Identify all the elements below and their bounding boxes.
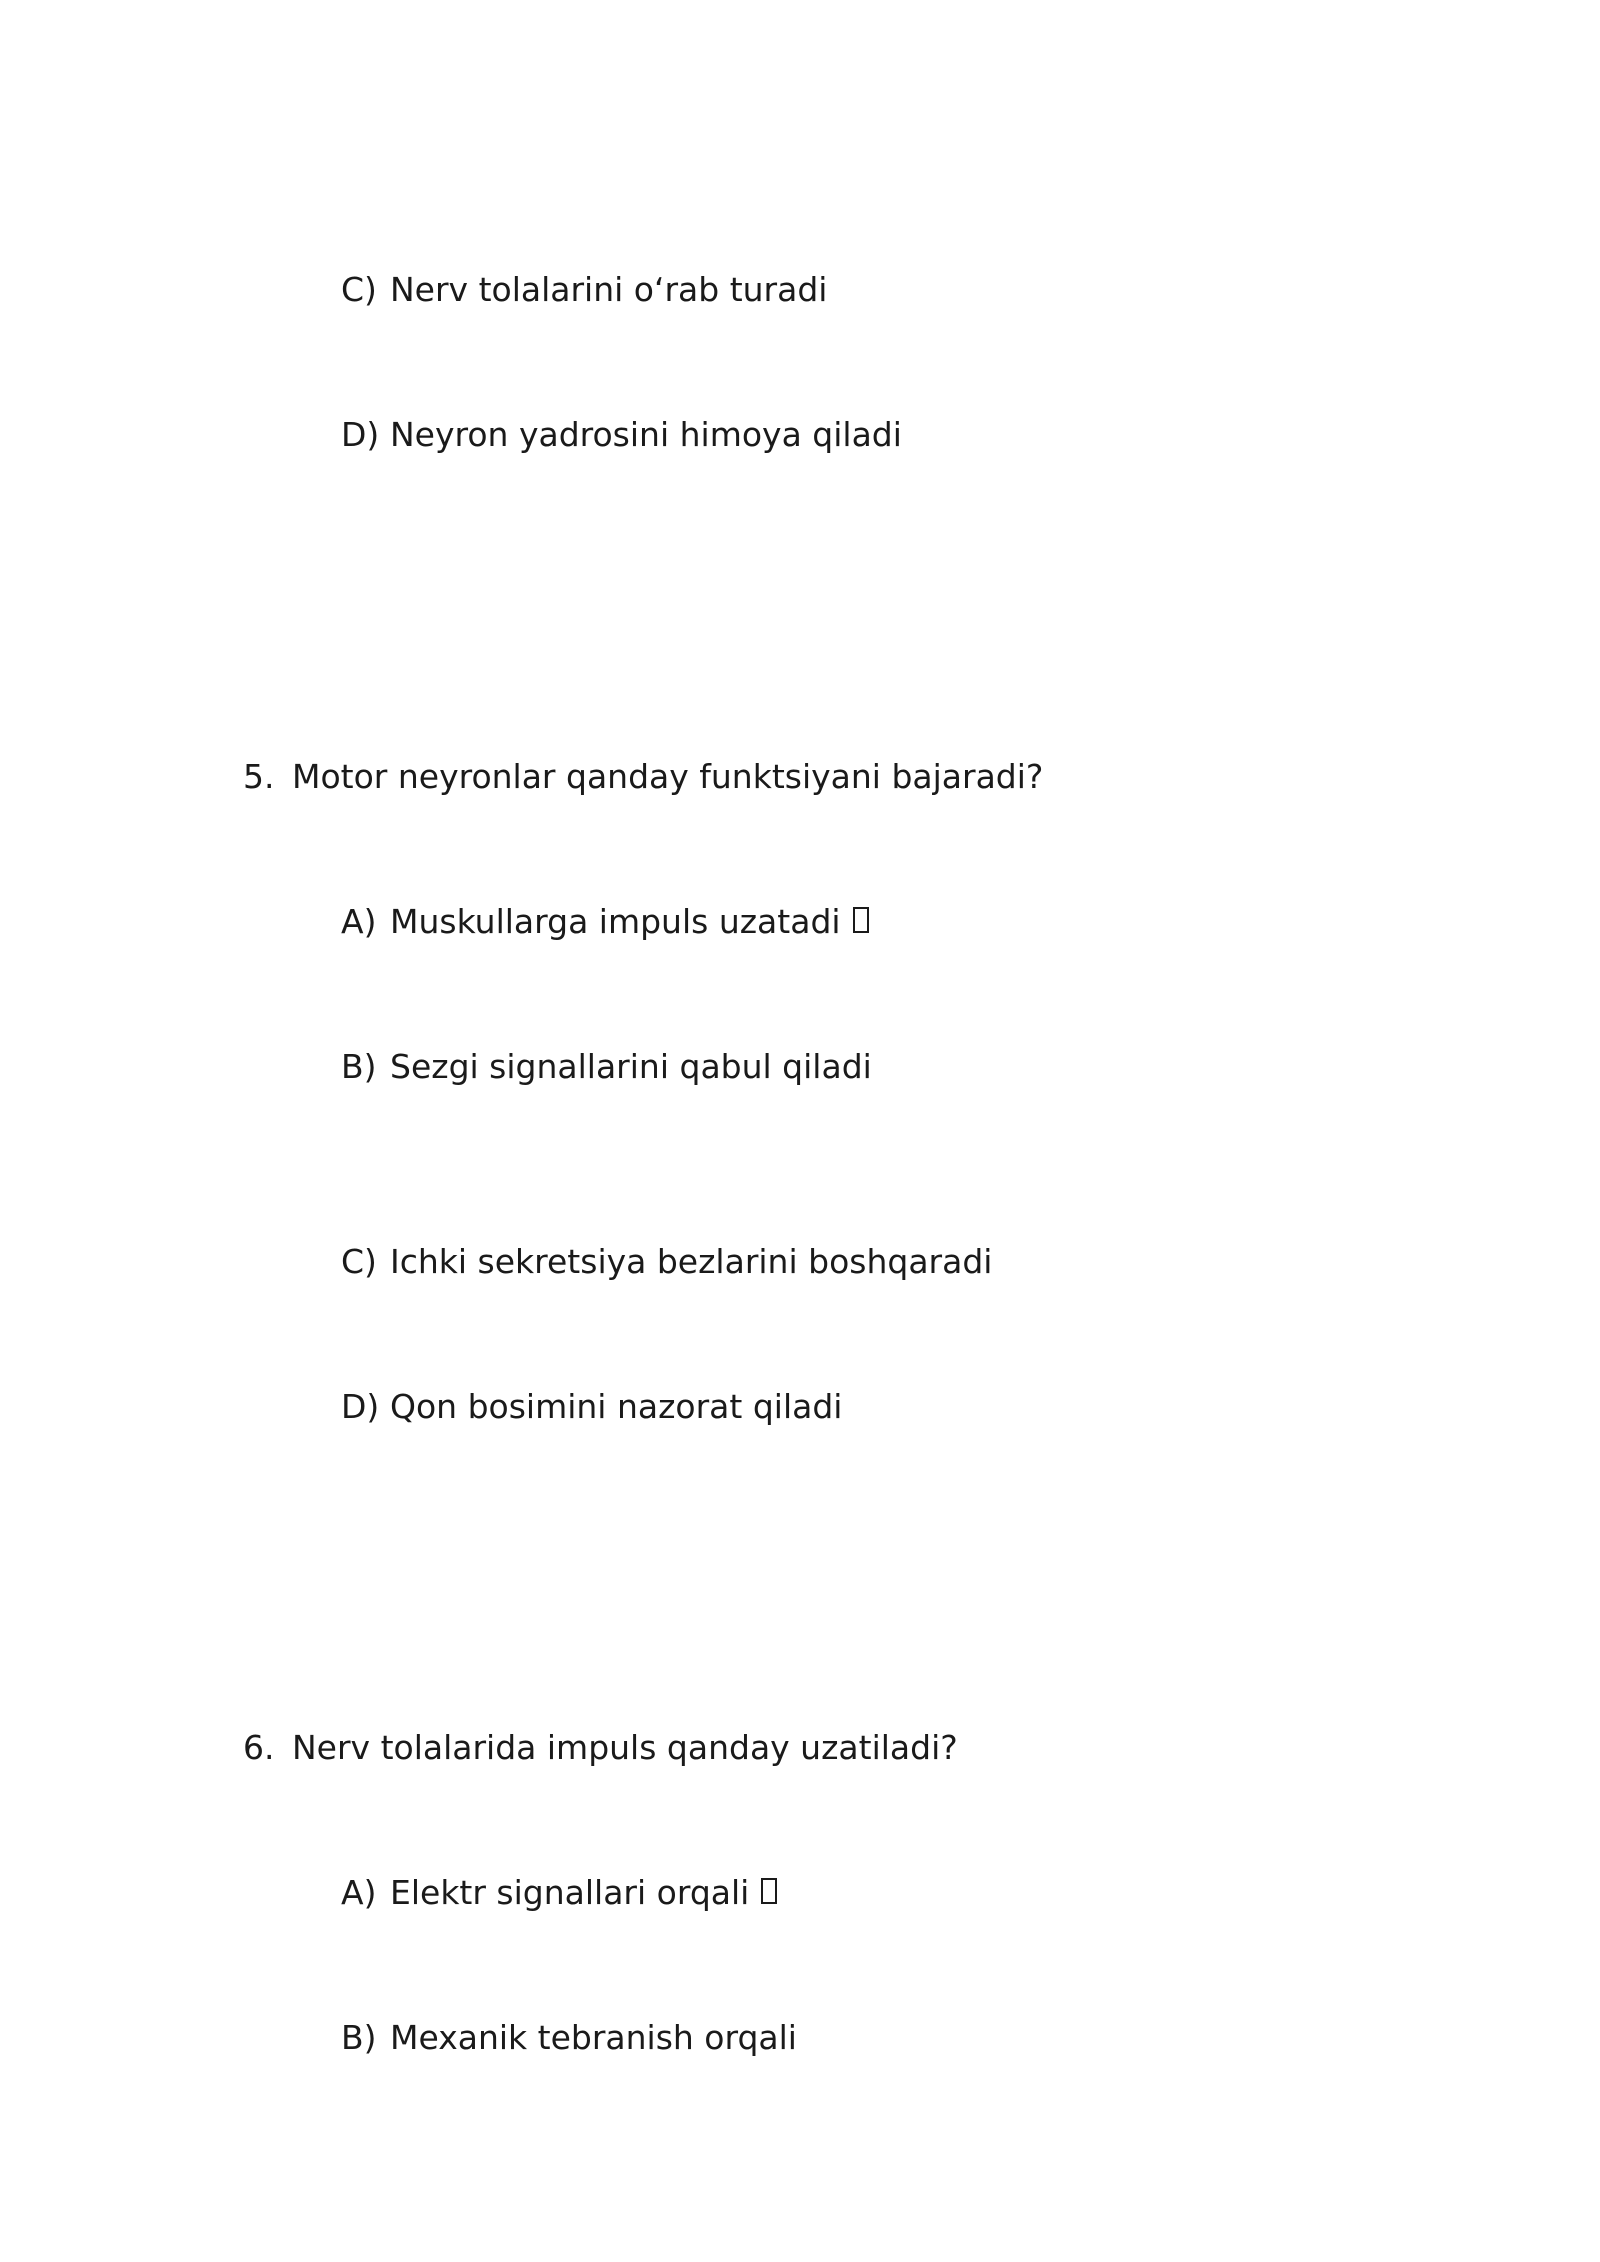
option-marker: D) — [341, 1387, 380, 1426]
q5-option-a — [341, 902, 869, 942]
option-marker: B) — [341, 2018, 377, 2057]
q5-option-c — [341, 1242, 992, 1282]
option-text: Ichki sekretsiya bezlarini boshqaradi — [390, 1242, 993, 1281]
option-text: Neyron yadrosini himoya qiladi — [390, 415, 902, 454]
question-5 — [243, 757, 1043, 797]
option-marker: D) — [341, 415, 380, 454]
option-text: Qon bosimini nazorat qiladi — [390, 1387, 843, 1426]
option-marker: C) — [341, 1242, 377, 1281]
option-text: Muskullarga impuls uzatadi — [390, 902, 841, 941]
question-number: 6. — [243, 1728, 275, 1767]
correct-answer-box-icon — [761, 1878, 777, 1904]
option-text: Sezgi signallarini qabul qiladi — [390, 1047, 872, 1086]
option-marker: C) — [341, 270, 377, 309]
question-number: 5. — [243, 757, 275, 796]
option-marker: B) — [341, 1047, 377, 1086]
option-text: Mexanik tebranish orqali — [390, 2018, 797, 2057]
option-text: Elektr signallari orqali — [390, 1873, 750, 1912]
question-text: Motor neyronlar qanday funktsiyani bajaradi? — [292, 757, 1044, 796]
q6-option-a — [341, 1873, 777, 1913]
option-marker: A) — [341, 1873, 377, 1912]
option-text: Nerv tolalarini o‘rab turadi — [390, 270, 828, 309]
question-6 — [243, 1728, 958, 1768]
q4-option-c — [341, 270, 827, 310]
q4-option-d — [341, 415, 902, 455]
q6-option-b — [341, 2018, 797, 2058]
q5-option-b — [341, 1047, 872, 1087]
correct-answer-box-icon — [853, 907, 869, 933]
question-text: Nerv tolalarida impuls qanday uzatiladi? — [292, 1728, 958, 1767]
option-marker: A) — [341, 902, 377, 941]
q5-option-d — [341, 1387, 842, 1427]
